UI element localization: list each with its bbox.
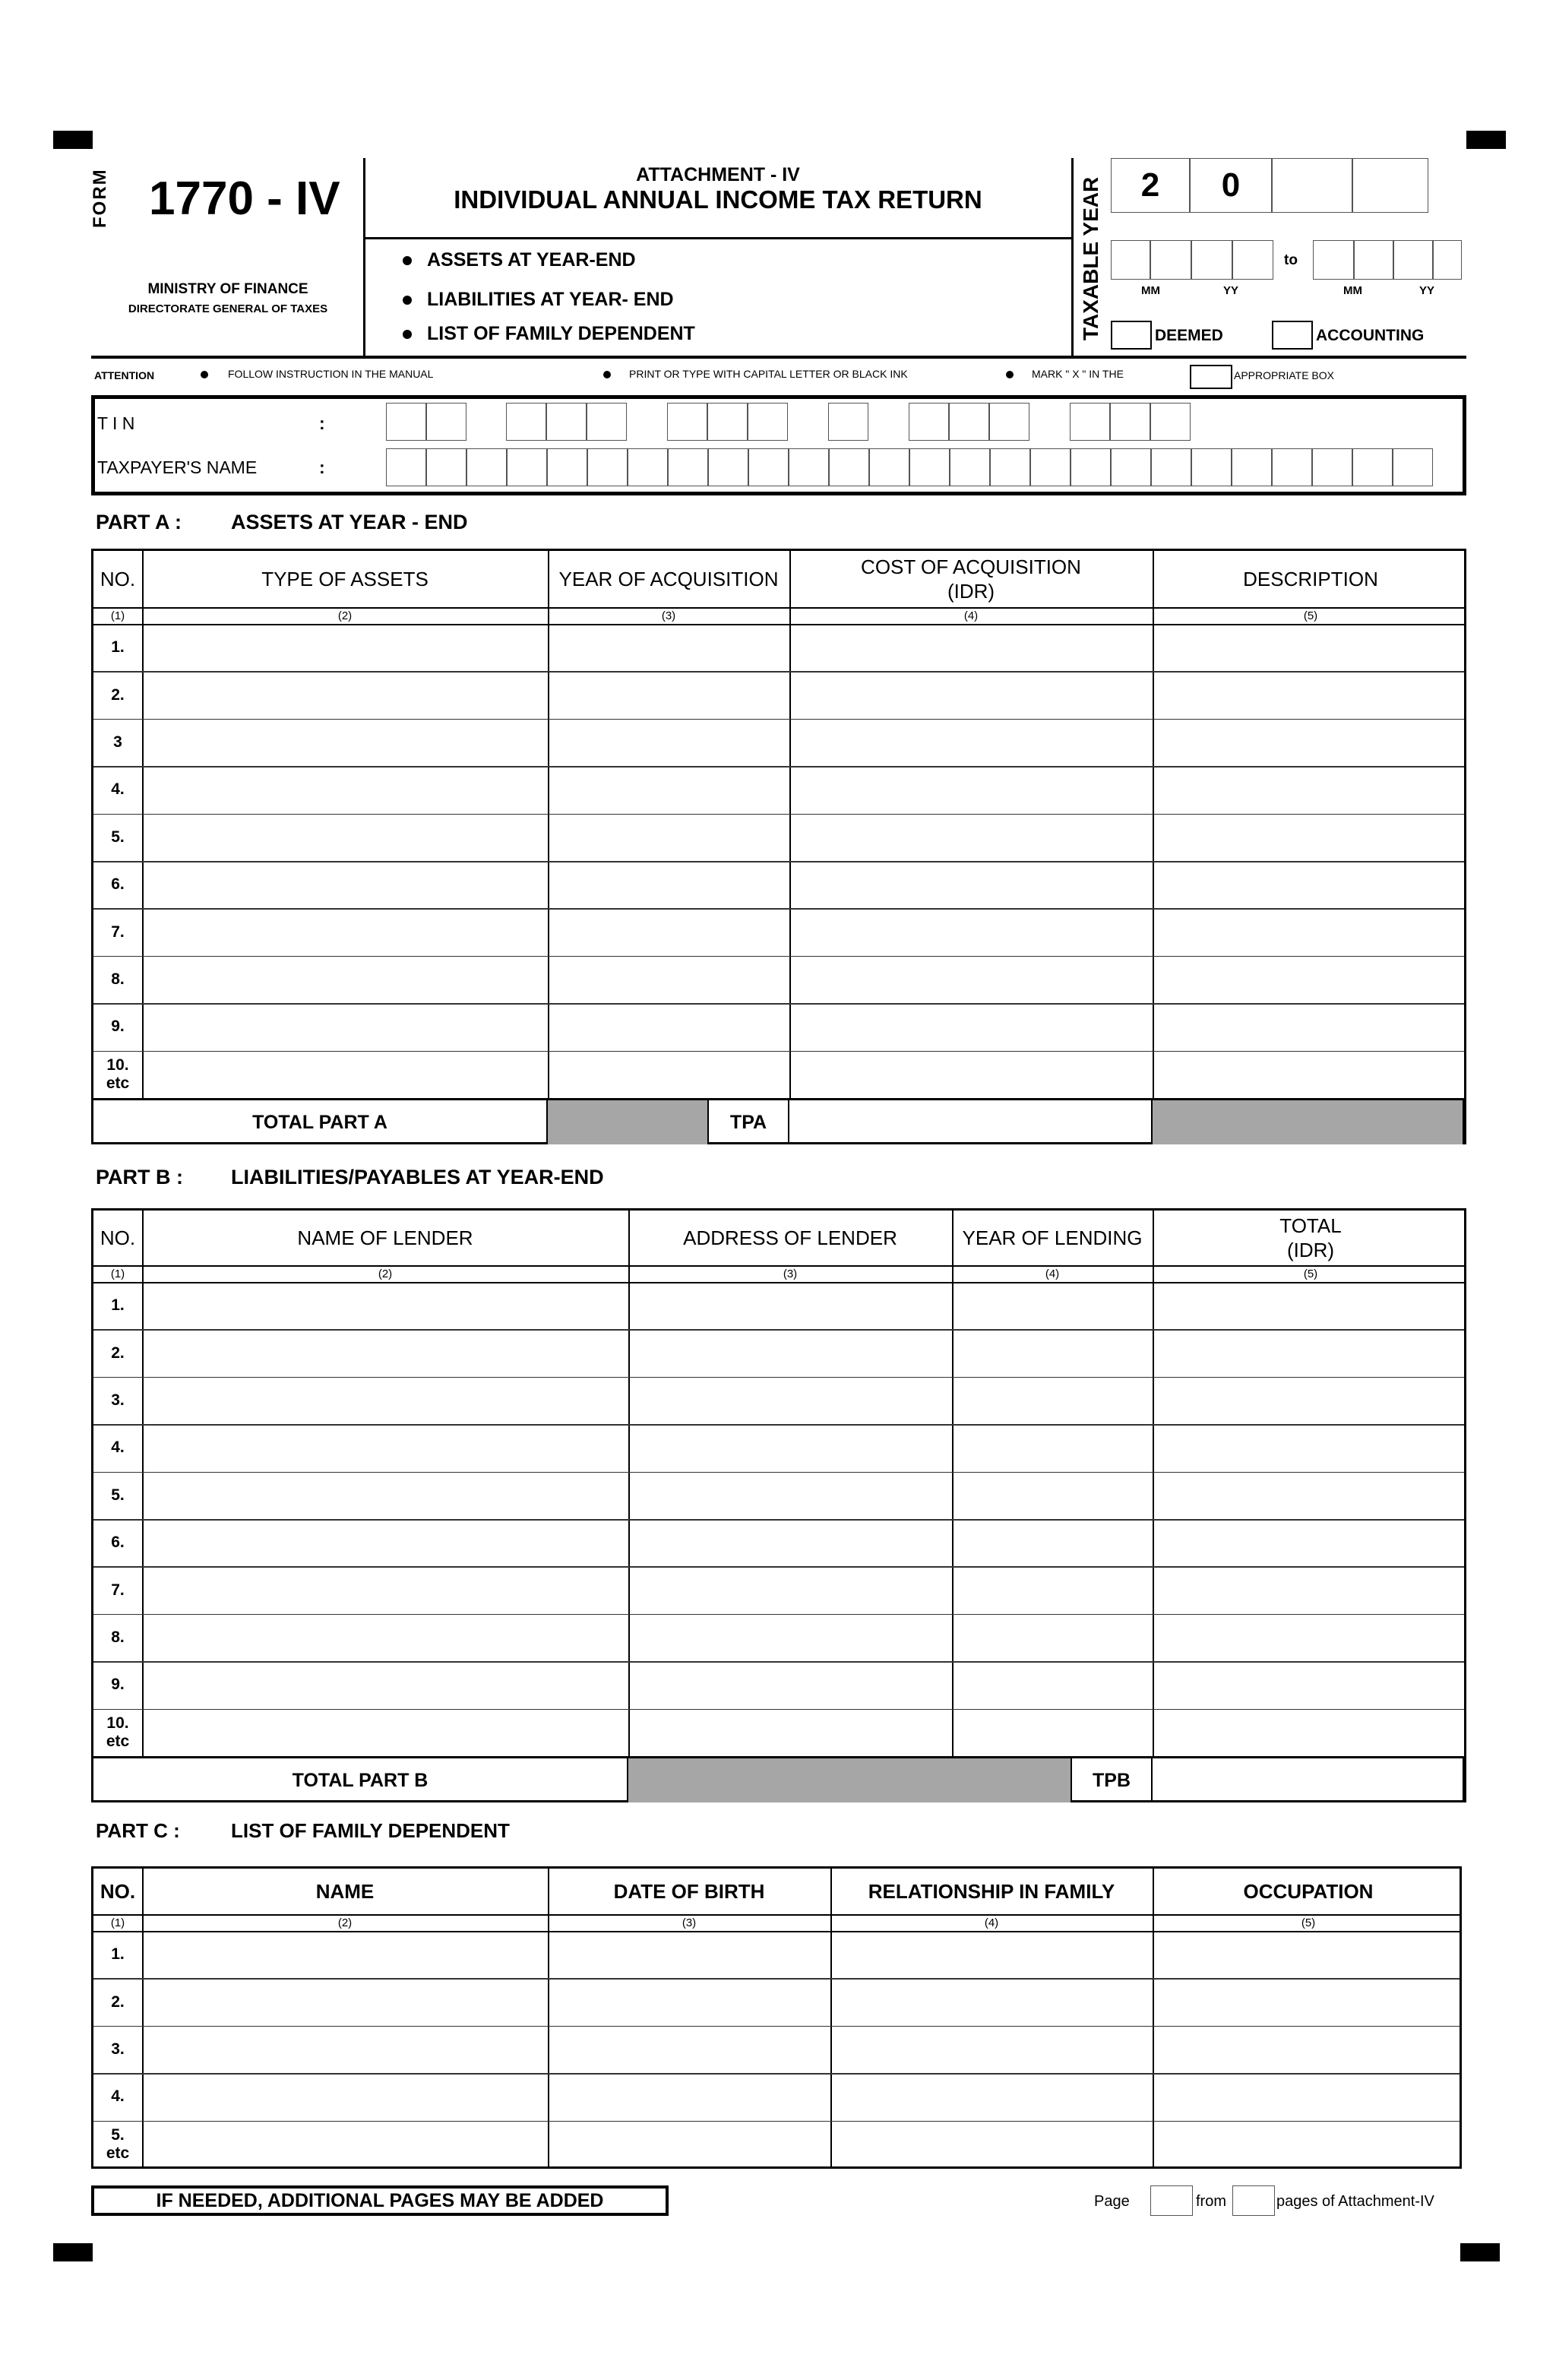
column-header: YEAR OF ACQUISITION xyxy=(558,568,779,590)
table-cell-input[interactable] xyxy=(144,1519,628,1566)
table-cell-input[interactable] xyxy=(549,1978,830,2025)
table-cell-input[interactable] xyxy=(144,766,548,813)
directorate: DIRECTORATE GENERAL OF TAXES xyxy=(128,302,328,315)
table-cell-input[interactable] xyxy=(144,2121,548,2168)
table-cell-input[interactable] xyxy=(791,624,1153,671)
table-cell-input[interactable] xyxy=(791,956,1153,1003)
tin-digit-box[interactable] xyxy=(386,403,426,441)
period-start-digit[interactable] xyxy=(1111,240,1150,280)
name-char-box[interactable] xyxy=(587,448,628,486)
table-cell-input[interactable] xyxy=(630,1329,952,1376)
form-title: INDIVIDUAL ANNUAL INCOME TAX RETURN xyxy=(454,185,982,214)
liabilities-table xyxy=(91,1208,1466,1802)
row-number: 2. xyxy=(111,1992,125,2011)
attention-item: APPROPRIATE BOX xyxy=(1234,369,1334,381)
table-cell-input[interactable] xyxy=(1154,2073,1464,2120)
column-number: (2) xyxy=(378,1268,393,1280)
row-number: 10. etc xyxy=(106,1714,130,1750)
row-number: 9. xyxy=(111,1018,125,1036)
period-end-digit[interactable] xyxy=(1313,240,1354,280)
total-part-b-shaded xyxy=(628,1758,1072,1802)
table-cell-input[interactable] xyxy=(144,1329,628,1376)
row-number: 8. xyxy=(111,970,125,988)
name-char-box[interactable] xyxy=(1352,448,1393,486)
column-header: TYPE OF ASSETS xyxy=(261,568,429,590)
name-char-box[interactable] xyxy=(1111,448,1151,486)
total-part-a-label: TOTAL PART A xyxy=(93,1100,548,1144)
table-row xyxy=(93,1519,1464,1566)
ministry: MINISTRY OF FINANCE xyxy=(147,281,308,297)
table-cell-input[interactable] xyxy=(1154,1472,1469,1519)
table-cell-input[interactable] xyxy=(144,2073,548,2120)
table-cell-input[interactable] xyxy=(954,1329,1153,1376)
taxpayer-name-colon: : xyxy=(319,457,325,477)
part-c-label: PART C : xyxy=(96,1819,180,1842)
table-cell-input[interactable] xyxy=(954,1661,1153,1708)
table-cell-input[interactable] xyxy=(549,671,789,718)
yy-label: YY xyxy=(1419,284,1435,297)
table-cell-input[interactable] xyxy=(832,2121,1153,2168)
row-number: 3. xyxy=(111,2040,125,2058)
total-part-b-label: TOTAL PART B xyxy=(93,1758,628,1802)
tin-digit-box[interactable] xyxy=(506,403,546,441)
accounting-label: ACCOUNTING xyxy=(1316,327,1425,344)
name-char-box[interactable] xyxy=(909,448,950,486)
tin-label: T I N xyxy=(97,413,135,433)
tin-digit-box[interactable] xyxy=(587,403,627,441)
table-cell-input[interactable] xyxy=(549,2026,830,2073)
column-header: NAME xyxy=(315,1880,375,1903)
name-char-box[interactable] xyxy=(1393,448,1433,486)
table-row xyxy=(93,1003,1464,1050)
pages-of-label: pages of Attachment-IV xyxy=(1276,2193,1434,2210)
column-header: TOTAL (IDR) xyxy=(1279,1214,1342,1261)
table-row xyxy=(93,1472,1464,1519)
name-char-box[interactable] xyxy=(507,448,547,486)
column-number: (4) xyxy=(984,1916,999,1929)
table-cell-input[interactable] xyxy=(1154,1566,1469,1613)
table-cell-input[interactable] xyxy=(791,671,1153,718)
table-cell-input[interactable] xyxy=(144,1003,548,1050)
table-cell-input[interactable] xyxy=(630,1519,952,1566)
column-number: (2) xyxy=(337,609,353,622)
table-cell-input[interactable] xyxy=(144,1377,628,1424)
table-cell-input[interactable] xyxy=(144,861,548,908)
column-header: NO. xyxy=(100,1880,136,1903)
registration-mark xyxy=(53,2243,93,2261)
yy-label: YY xyxy=(1223,284,1239,297)
name-char-box[interactable] xyxy=(386,448,426,486)
name-char-box[interactable] xyxy=(1312,448,1352,486)
name-char-box[interactable] xyxy=(426,448,466,486)
table-row xyxy=(93,861,1464,908)
row-number: 1. xyxy=(111,1296,125,1315)
table-cell-input[interactable] xyxy=(791,766,1153,813)
table-cell-input[interactable] xyxy=(144,1566,628,1613)
column-number: (4) xyxy=(963,609,979,622)
mm-label: MM xyxy=(1343,284,1362,297)
table-cell-input[interactable] xyxy=(1154,1051,1469,1098)
tin-digit-box[interactable] xyxy=(1070,403,1110,441)
table-cell-input[interactable] xyxy=(1154,1614,1469,1661)
table-cell-input[interactable] xyxy=(1154,1424,1469,1471)
header-rule xyxy=(91,356,1466,359)
row-number: 1. xyxy=(111,638,125,657)
table-cell-input[interactable] xyxy=(144,1614,628,1661)
table-cell-input[interactable] xyxy=(144,1051,548,1098)
row-number: 6. xyxy=(111,875,125,894)
table-cell-input[interactable] xyxy=(1154,1709,1469,1756)
column-number: (5) xyxy=(1303,609,1318,622)
table-row xyxy=(93,1931,1460,1978)
table-cell-input[interactable] xyxy=(1154,766,1469,813)
registration-mark xyxy=(1466,131,1506,149)
period-end-digit[interactable] xyxy=(1393,240,1433,280)
table-cell-input[interactable] xyxy=(791,719,1153,766)
table-cell-input[interactable] xyxy=(791,814,1153,861)
table-cell-input[interactable] xyxy=(1154,2121,1464,2168)
sample-checkbox xyxy=(1190,365,1232,389)
bullet-liabilities: LIABILITIES AT YEAR- END xyxy=(403,289,674,311)
tin-digit-box[interactable] xyxy=(426,403,466,441)
part-a-title: ASSETS AT YEAR - END xyxy=(231,511,468,533)
table-cell-input[interactable] xyxy=(144,814,548,861)
table-cell-input[interactable] xyxy=(144,956,548,1003)
tpa-value-field[interactable] xyxy=(789,1100,1153,1144)
year-digit-box[interactable]: 2 xyxy=(1111,158,1190,213)
table-cell-input[interactable] xyxy=(144,624,548,671)
name-char-box[interactable] xyxy=(1030,448,1071,486)
table-cell-input[interactable] xyxy=(1154,719,1469,766)
tin-digit-box[interactable] xyxy=(1150,403,1191,441)
period-start-digit[interactable] xyxy=(1191,240,1232,280)
page-label: Page xyxy=(1094,2193,1130,2210)
table-cell-input[interactable] xyxy=(1154,861,1469,908)
row-number: 9. xyxy=(111,1676,125,1694)
table-cell-input[interactable] xyxy=(144,1661,628,1708)
table-cell-input[interactable] xyxy=(630,1472,952,1519)
table-cell-input[interactable] xyxy=(1154,814,1469,861)
tin-digit-box[interactable] xyxy=(1110,403,1150,441)
table-cell-input[interactable] xyxy=(144,719,548,766)
table-cell-input[interactable] xyxy=(549,766,789,813)
attention-label: ATTENTION xyxy=(94,369,155,381)
column-header: DATE OF BIRTH xyxy=(613,1880,765,1903)
bullet-dependents: LIST OF FAMILY DEPENDENT xyxy=(403,323,695,345)
assets-table xyxy=(91,549,1466,1144)
form-label: FORM xyxy=(90,168,110,228)
name-char-box[interactable] xyxy=(708,448,748,486)
column-number: (1) xyxy=(110,609,125,622)
name-char-box[interactable] xyxy=(547,448,587,486)
table-row xyxy=(93,1282,1464,1329)
registration-mark xyxy=(1460,2243,1500,2261)
year-digit-box[interactable] xyxy=(1352,158,1428,213)
tin-digit-box[interactable] xyxy=(949,403,989,441)
row-number: 10. etc xyxy=(106,1055,130,1092)
table-row xyxy=(93,719,1464,766)
table-cell-input[interactable] xyxy=(144,1709,628,1756)
table-cell-input[interactable] xyxy=(630,1282,952,1329)
column-header: NO. xyxy=(100,568,136,590)
attachment-label: ATTACHMENT - IV xyxy=(636,164,800,185)
table-row xyxy=(93,671,1464,718)
table-row xyxy=(93,956,1464,1003)
name-char-box[interactable] xyxy=(748,448,789,486)
registration-mark xyxy=(53,131,93,149)
table-cell-input[interactable] xyxy=(1154,1519,1469,1566)
table-cell-input[interactable] xyxy=(549,908,789,955)
table-cell-input[interactable] xyxy=(549,624,789,671)
table-cell-input[interactable] xyxy=(144,2026,548,2073)
table-cell-input[interactable] xyxy=(954,1566,1153,1613)
table-row xyxy=(93,1051,1464,1098)
part-b-title: LIABILITIES/PAYABLES AT YEAR-END xyxy=(231,1166,604,1188)
table-cell-input[interactable] xyxy=(832,1978,1153,2025)
table-cell-input[interactable] xyxy=(832,1931,1153,1978)
column-header: OCCUPATION xyxy=(1243,1880,1374,1903)
table-cell-input[interactable] xyxy=(1154,908,1469,955)
row-number: 4. xyxy=(111,780,125,799)
table-cell-input[interactable] xyxy=(1154,1931,1464,1978)
total-pages-field[interactable] xyxy=(1232,2185,1275,2216)
column-header: DESCRIPTION xyxy=(1243,568,1378,590)
table-cell-input[interactable] xyxy=(549,956,789,1003)
tin-colon: : xyxy=(319,413,325,433)
tpa-code: TPA xyxy=(709,1100,789,1144)
table-cell-input[interactable] xyxy=(1154,1003,1469,1050)
column-number: (1) xyxy=(110,1916,125,1929)
column-header: ADDRESS OF LENDER xyxy=(683,1226,897,1249)
tpb-value-field[interactable] xyxy=(1153,1758,1464,1802)
table-row xyxy=(93,1661,1464,1708)
table-row xyxy=(93,1329,1464,1376)
name-char-box[interactable] xyxy=(668,448,708,486)
table-cell-input[interactable] xyxy=(791,908,1153,955)
table-cell-input[interactable] xyxy=(1154,624,1469,671)
additional-pages-note: IF NEEDED, ADDITIONAL PAGES MAY BE ADDED xyxy=(91,2185,669,2216)
table-row xyxy=(93,2073,1460,2120)
year-digit-box[interactable]: 0 xyxy=(1190,158,1272,213)
column-header: NAME OF LENDER xyxy=(297,1226,473,1249)
column-number: (4) xyxy=(1045,1268,1060,1280)
tin-digit-box[interactable] xyxy=(989,403,1029,441)
table-cell-input[interactable] xyxy=(791,1051,1153,1098)
period-start-digit[interactable] xyxy=(1150,240,1191,280)
part-a-label: PART A : xyxy=(96,511,182,533)
form-number: 1770 - IV xyxy=(149,172,340,225)
mm-label: MM xyxy=(1141,284,1160,297)
name-char-box[interactable] xyxy=(628,448,668,486)
name-char-box[interactable] xyxy=(466,448,507,486)
total-part-a-shaded xyxy=(548,1100,709,1144)
from-label: from xyxy=(1196,2193,1226,2210)
table-cell-input[interactable] xyxy=(954,1519,1153,1566)
row-number: 5. etc xyxy=(106,2125,130,2162)
attention-item: FOLLOW INSTRUCTION IN THE MANUAL xyxy=(201,368,433,380)
table-row xyxy=(93,908,1464,955)
table-cell-input[interactable] xyxy=(549,1931,830,1978)
table-cell-input[interactable] xyxy=(144,1978,548,2025)
name-char-box[interactable] xyxy=(1071,448,1111,486)
table-row xyxy=(93,1377,1464,1424)
name-char-box[interactable] xyxy=(789,448,829,486)
part-b-label: PART B : xyxy=(96,1166,183,1188)
header-divider xyxy=(1071,158,1074,357)
table-cell-input[interactable] xyxy=(1154,1329,1469,1376)
name-char-box[interactable] xyxy=(1191,448,1232,486)
row-number: 7. xyxy=(111,923,125,941)
bullet-assets: ASSETS AT YEAR-END xyxy=(403,249,636,271)
part-c-title: LIST OF FAMILY DEPENDENT xyxy=(231,1819,510,1842)
name-char-box[interactable] xyxy=(829,448,869,486)
table-cell-input[interactable] xyxy=(791,861,1153,908)
table-cell-input[interactable] xyxy=(954,1614,1153,1661)
row-number: 3. xyxy=(111,1391,125,1409)
table-row xyxy=(93,1978,1460,2025)
table-cell-input[interactable] xyxy=(549,2073,830,2120)
table-cell-input[interactable] xyxy=(144,1931,548,1978)
table-row xyxy=(93,624,1464,671)
tin-digit-box[interactable] xyxy=(909,403,949,441)
deemed-checkbox[interactable] xyxy=(1111,321,1152,350)
taxpayer-name-label: TAXPAYER'S NAME xyxy=(97,457,258,477)
table-cell-input[interactable] xyxy=(954,1472,1153,1519)
column-number: (2) xyxy=(337,1916,353,1929)
taxable-year-label: TAXABLE YEAR xyxy=(1079,176,1102,340)
year-digit-box[interactable] xyxy=(1272,158,1352,213)
row-number: 7. xyxy=(111,1581,125,1599)
column-number: (1) xyxy=(110,1268,125,1280)
table-row xyxy=(93,1566,1464,1613)
tin-digit-box[interactable] xyxy=(546,403,587,441)
table-row xyxy=(93,766,1464,813)
table-cell-input[interactable] xyxy=(549,814,789,861)
column-number: (3) xyxy=(783,1268,798,1280)
row-number: 8. xyxy=(111,1628,125,1646)
row-number: 2. xyxy=(111,685,125,704)
table-cell-input[interactable] xyxy=(954,1424,1153,1471)
column-number: (3) xyxy=(682,1916,697,1929)
table-cell-input[interactable] xyxy=(832,2026,1153,2073)
attention-item: PRINT OR TYPE WITH CAPITAL LETTER OR BLACK INK xyxy=(603,368,908,380)
table-cell-input[interactable] xyxy=(1154,956,1469,1003)
table-cell-input[interactable] xyxy=(144,1472,628,1519)
dependents-table xyxy=(91,1866,1462,2169)
header-divider xyxy=(363,237,1071,239)
column-header: COST OF ACQUISITION (IDR) xyxy=(861,555,1081,603)
column-number: (3) xyxy=(661,609,676,622)
table-cell-input[interactable] xyxy=(549,861,789,908)
table-cell-input[interactable] xyxy=(954,1282,1153,1329)
row-number: 1. xyxy=(111,1945,125,1964)
table-cell-input[interactable] xyxy=(630,1661,952,1708)
tpb-code: TPB xyxy=(1072,1758,1153,1802)
column-number: (5) xyxy=(1301,1916,1316,1929)
row-number: 5. xyxy=(111,828,125,846)
table-cell-input[interactable] xyxy=(1154,2026,1464,2073)
column-header: YEAR OF LENDING xyxy=(962,1226,1143,1249)
table-cell-input[interactable] xyxy=(954,1377,1153,1424)
name-char-box[interactable] xyxy=(1272,448,1312,486)
table-cell-input[interactable] xyxy=(1154,1282,1469,1329)
name-char-box[interactable] xyxy=(1151,448,1191,486)
row-number: 2. xyxy=(111,1343,125,1362)
row-number: 4. xyxy=(111,2087,125,2106)
attention-item: MARK " X " IN THE xyxy=(1006,368,1124,380)
table-cell-input[interactable] xyxy=(630,1614,952,1661)
tin-digit-box[interactable] xyxy=(748,403,788,441)
table-cell-input[interactable] xyxy=(549,1051,789,1098)
name-char-box[interactable] xyxy=(950,448,990,486)
accounting-checkbox[interactable] xyxy=(1272,321,1313,350)
table-cell-input[interactable] xyxy=(144,1424,628,1471)
table-cell-input[interactable] xyxy=(1154,1978,1464,2025)
period-to-label: to xyxy=(1284,252,1298,268)
table-cell-input[interactable] xyxy=(144,671,548,718)
deemed-label: DEEMED xyxy=(1155,327,1223,344)
period-end-digit[interactable] xyxy=(1433,240,1462,280)
page-number-field[interactable] xyxy=(1150,2185,1193,2216)
table-row xyxy=(93,1709,1464,1756)
table-row xyxy=(93,814,1464,861)
column-number: (5) xyxy=(1303,1268,1318,1280)
table-row xyxy=(93,1614,1464,1661)
table-row xyxy=(93,2121,1460,2168)
total-part-a-shaded xyxy=(1153,1100,1464,1144)
table-row xyxy=(93,2026,1460,2073)
table-cell-input[interactable] xyxy=(630,1566,952,1613)
table-cell-input[interactable] xyxy=(1154,1377,1469,1424)
table-cell-input[interactable] xyxy=(144,1282,628,1329)
name-char-box[interactable] xyxy=(1232,448,1272,486)
table-row xyxy=(93,1424,1464,1471)
table-cell-input[interactable] xyxy=(630,1424,952,1471)
tin-digit-box[interactable] xyxy=(828,403,868,441)
table-cell-input[interactable] xyxy=(1154,1661,1469,1708)
name-char-box[interactable] xyxy=(990,448,1030,486)
row-number: 5. xyxy=(111,1486,125,1504)
table-cell-input[interactable] xyxy=(1154,671,1469,718)
table-cell-input[interactable] xyxy=(630,1377,952,1424)
period-end-digit[interactable] xyxy=(1354,240,1393,280)
table-cell-input[interactable] xyxy=(791,1003,1153,1050)
table-cell-input[interactable] xyxy=(549,719,789,766)
row-number: 4. xyxy=(111,1438,125,1457)
column-header: NO. xyxy=(100,1226,136,1249)
row-number: 6. xyxy=(111,1533,125,1552)
table-cell-input[interactable] xyxy=(832,2073,1153,2120)
tin-digit-box[interactable] xyxy=(707,403,748,441)
column-header: RELATIONSHIP IN FAMILY xyxy=(868,1880,1115,1903)
name-char-box[interactable] xyxy=(869,448,909,486)
table-cell-input[interactable] xyxy=(549,1003,789,1050)
table-cell-input[interactable] xyxy=(549,2121,830,2168)
table-cell-input[interactable] xyxy=(630,1709,952,1756)
row-number: 3 xyxy=(113,733,122,751)
tin-digit-box[interactable] xyxy=(667,403,707,441)
table-cell-input[interactable] xyxy=(954,1709,1153,1756)
period-start-digit[interactable] xyxy=(1232,240,1273,280)
table-cell-input[interactable] xyxy=(144,908,548,955)
